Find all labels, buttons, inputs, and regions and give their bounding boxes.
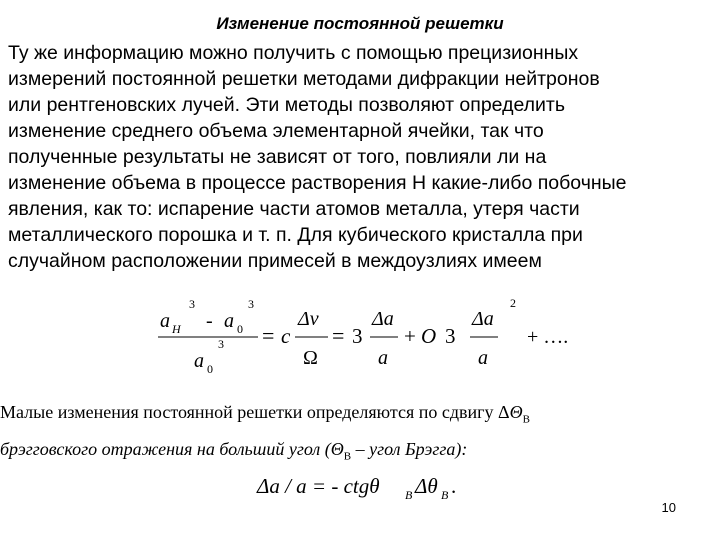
paragraph-line: случайном расположении примесей в междоузлиях имеем	[8, 250, 542, 272]
formula-omega: Ω	[303, 347, 318, 369]
paragraph-line: изменение объема в процессе растворения Н какие-либо побочные	[8, 172, 627, 194]
formula-sub-b: B	[405, 488, 413, 502]
formula-a: a	[478, 347, 488, 369]
formula-tail: + ….	[527, 326, 569, 348]
paragraph-line: полученные результаты не зависят от того, повлияли ли на	[8, 146, 547, 168]
formula-plus: +	[404, 324, 416, 348]
paragraph-line	[0, 398, 720, 435]
formula-delta-v: Δv	[298, 308, 319, 330]
slide-title: Изменение постоянной решетки	[216, 14, 504, 33]
formula-delta-a: Δa	[472, 308, 494, 330]
paragraph-line: изменение среднего объема элементарной ячейки, так что	[8, 120, 544, 142]
formula-sub-0: 0	[207, 362, 213, 376]
bragg-shift-formula	[255, 465, 495, 505]
formula-equals: =	[262, 323, 275, 348]
formula-a: a	[160, 310, 170, 332]
formula-a: a	[194, 350, 204, 372]
lattice-change-formula	[150, 285, 570, 380]
text-run: брэгговского отражения на больший угол (	[0, 438, 331, 459]
formula-exp: 3	[248, 297, 254, 311]
formula-sub-h: H	[172, 322, 181, 336]
paragraph-line: измерений постоянной решетки методами дифракции нейтронов	[8, 68, 600, 90]
subscript-b: B	[522, 413, 530, 426]
formula-three: 3	[445, 324, 456, 348]
paragraph-line: явления, как то: испарение части атомов металла, утеря части	[8, 198, 580, 220]
formula-delta-theta: Δθ	[415, 474, 438, 498]
formula-delta-a: Δa	[372, 308, 394, 330]
formula-sub-b: B	[441, 488, 449, 502]
text-run: Малые изменения постоянной решетки определяются по сдвигу Δ	[0, 402, 510, 422]
formula-minus: -	[206, 310, 213, 332]
main-paragraph	[8, 40, 720, 274]
formula-equals: =	[332, 323, 345, 348]
paragraph-line: Ту же информацию можно получить с помощью прецизионных	[8, 42, 579, 64]
formula-a: a	[224, 310, 234, 332]
text-run: – угол Брэгга):	[351, 438, 468, 459]
formula-exp: 3	[189, 297, 195, 311]
formula-a: a	[378, 347, 388, 369]
formula-sub-0: 0	[237, 322, 243, 336]
formula-big-o: O	[421, 324, 437, 348]
formula-power: 2	[510, 296, 516, 310]
subscript-b: B	[343, 450, 352, 463]
theta-symbol: Θ	[509, 402, 523, 422]
formula-left: Δa / a = - ctgθ	[257, 474, 380, 498]
page-number: 10	[661, 500, 676, 515]
theta-symbol: Θ	[330, 438, 344, 459]
paragraph-line: металлического порошка и т. п. Для кубического кристалла при	[8, 224, 583, 246]
formula-c: c	[281, 324, 291, 348]
second-paragraph	[0, 398, 720, 471]
formula-three: 3	[352, 324, 363, 348]
paragraph-line: или рентгеновских лучей. Эти методы позволяют определить	[8, 94, 566, 116]
formula-exp: 3	[218, 337, 224, 351]
formula-end: .	[451, 474, 457, 498]
